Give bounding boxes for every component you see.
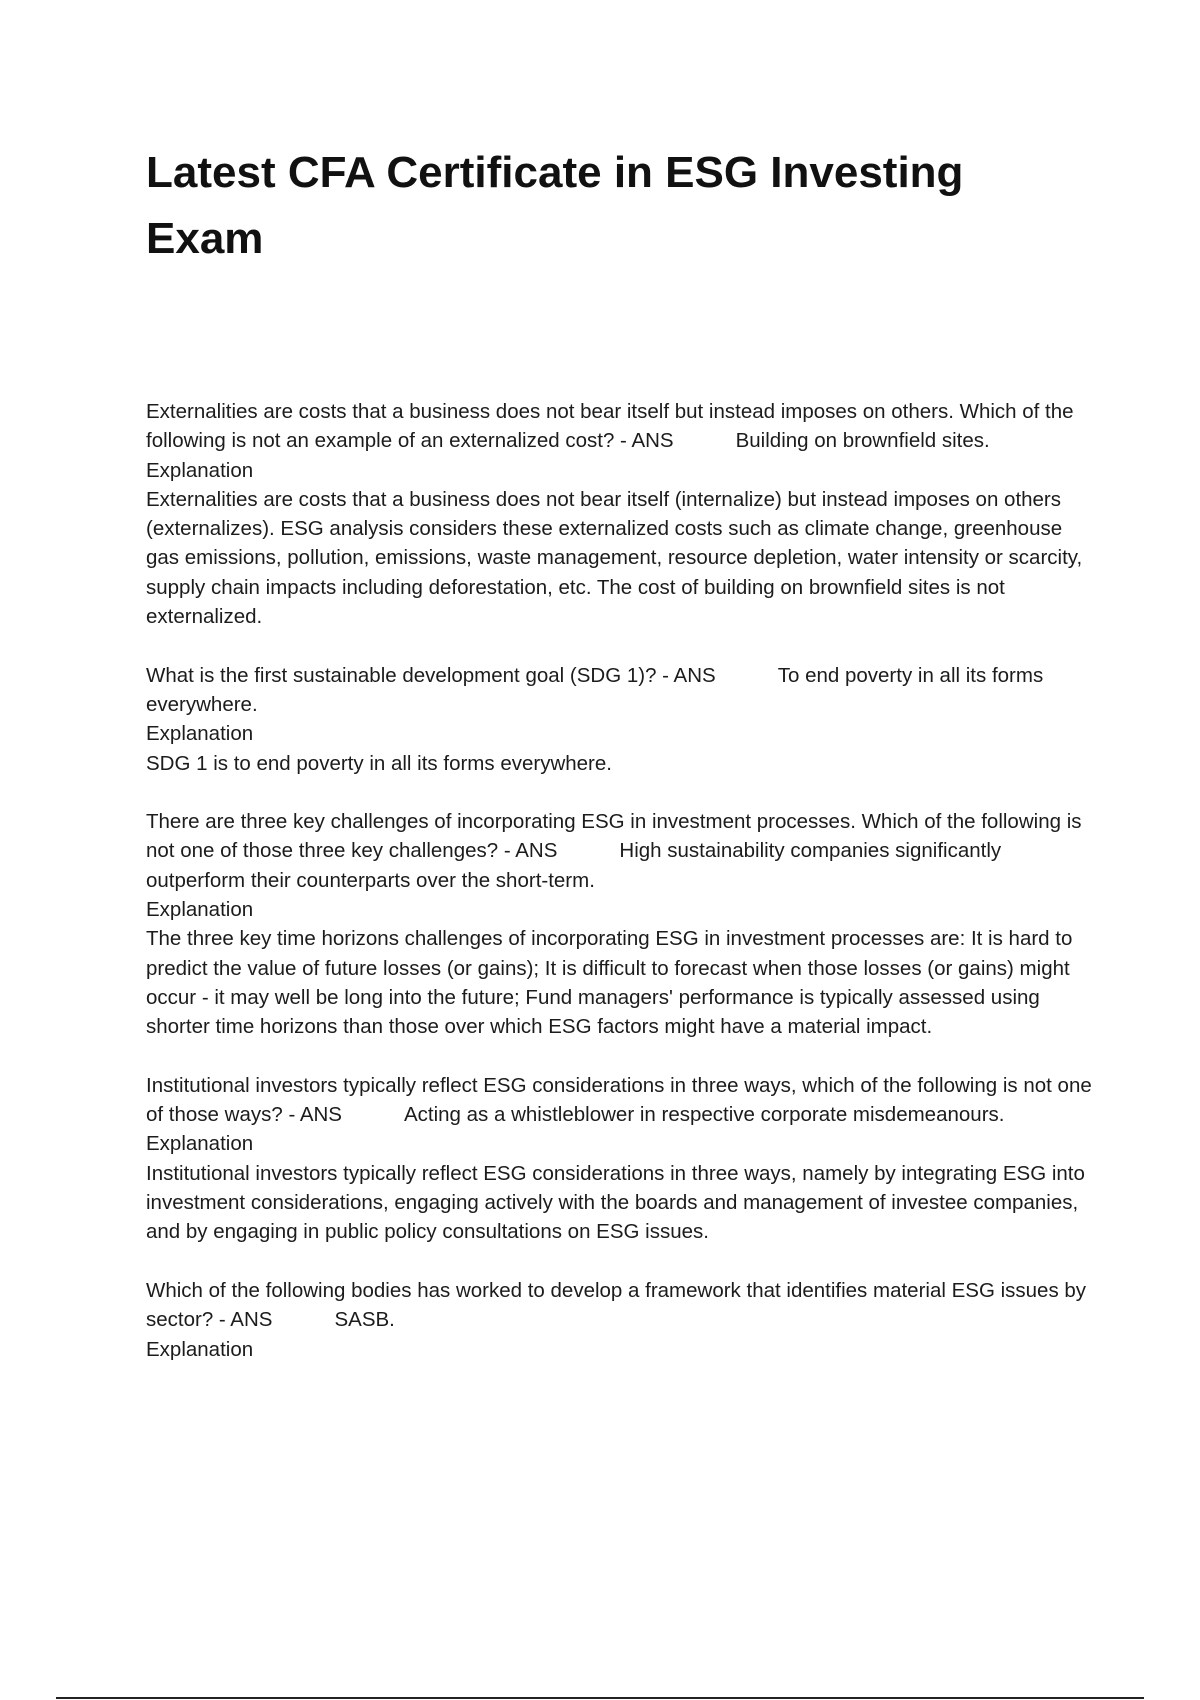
qa-item — [146, 397, 1096, 631]
answer-text: Building on brownfield sites. — [735, 429, 990, 453]
answer-text: High sustainability companies significantly outperform their counterparts over the short-term. — [146, 839, 1002, 892]
question-line — [146, 1071, 1096, 1130]
qa-item — [146, 807, 1096, 1041]
question-text: Externalities are costs that a business does not bear itself but instead imposes on others. Which of the following is not an example of an externalized cost? - ANS — [146, 400, 1074, 453]
explanation-text: SDG 1 is to end poverty in all its forms everywhere. — [146, 751, 612, 775]
qa-item — [146, 1071, 1096, 1247]
explanation-label: Explanation — [146, 722, 254, 746]
document-page — [146, 140, 1096, 272]
explanation-text: Externalities are costs that a business does not bear itself (internalize) but instead imposes on others (externalizes). ESG analysis considers these externalized costs such as climate change, greenhouse gas emissions, pollution, emissions, waste management, resource depletion, water intensity or scarcity, supply chain impacts including deforestation, etc. The cost of building on brownfield sites is not externalized. — [146, 487, 1083, 629]
question-line — [146, 661, 1096, 720]
question-text: What is the first sustainable development goal (SDG 1)? - ANS — [146, 663, 716, 687]
question-line — [146, 1276, 1096, 1335]
answer-text: SASB. — [334, 1308, 395, 1332]
explanation-label: Explanation — [146, 1132, 254, 1156]
qa-list — [146, 397, 1096, 1393]
explanation-label: Explanation — [146, 898, 254, 922]
explanation-text: The three key time horizons challenges of incorporating ESG in investment processes are: It is hard to predict the value of future losses (or gains); It is difficult to forecast when those losses (or gains) might occur - it may well be long into the future; Fund managers' performance is typically assessed using shorter time horizons than those over which ESG factors might have a material impact. — [146, 927, 1073, 1039]
answer-text: To end poverty in all its forms everywhere. — [146, 663, 1044, 716]
qa-item — [146, 1276, 1096, 1364]
question-text: Institutional investors typically reflect ESG considerations in three ways, which of the following is not one of those ways? - ANS — [146, 1073, 1092, 1127]
question-text: Which of the following bodies has worked to develop a framework that identifies material ESG issues by sector? - ANS — [146, 1278, 1087, 1332]
explanation-label: Explanation — [146, 1337, 254, 1361]
question-text: There are three key challenges of incorporating ESG in investment processes. Which of the following is not one of those three key challenges? - ANS — [146, 810, 1082, 863]
answer-text: Acting as a whistleblower in respective corporate misdemeanours. — [403, 1103, 1005, 1127]
question-line — [146, 807, 1096, 895]
qa-item — [146, 661, 1096, 778]
page-title: Latest CFA Certificate in ESG Investing Exam — [146, 148, 964, 263]
explanation-label: Explanation — [146, 458, 254, 482]
question-line — [146, 397, 1096, 456]
footer-divider — [56, 1697, 1144, 1699]
explanation-text: Institutional investors typically reflect ESG considerations in three ways, namely by integrating ESG into investment considerations, engaging actively with the boards and management of investee companies, and by engaging in public policy consultations on ESG issues. — [146, 1161, 1085, 1244]
